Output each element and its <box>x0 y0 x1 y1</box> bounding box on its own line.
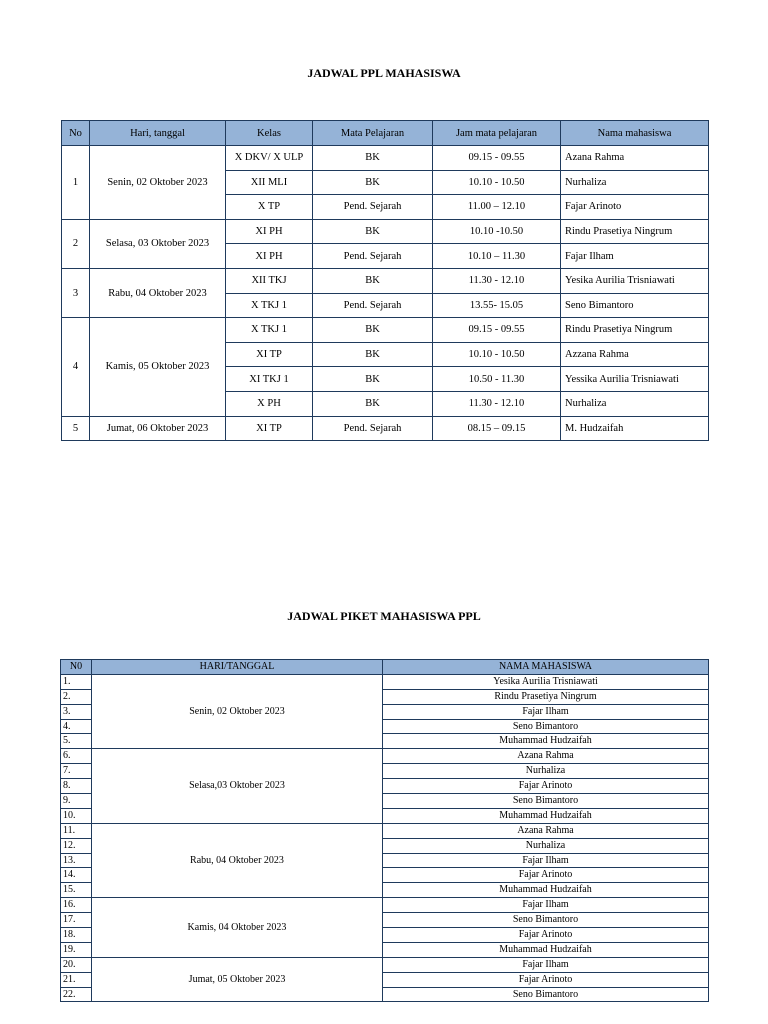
header-time: Jam mata pelajaran <box>433 121 561 146</box>
subject-cell: Pend. Sejarah <box>313 244 433 269</box>
subject-cell: Pend. Sejarah <box>313 293 433 318</box>
time-cell: 10.10 - 10.50 <box>433 342 561 367</box>
class-cell: XI PH <box>226 244 313 269</box>
row-number: 2. <box>61 689 92 704</box>
student-cell: Nurhaliza <box>561 170 709 195</box>
row-number: 11. <box>61 823 92 838</box>
time-cell: 08.15 – 09.15 <box>433 416 561 441</box>
student-cell: Yesika Aurilia Trisniawati <box>383 674 709 689</box>
time-cell: 10.10 -10.50 <box>433 219 561 244</box>
row-number: 6. <box>61 749 92 764</box>
table-row <box>61 823 709 838</box>
row-number: 7. <box>61 764 92 779</box>
row-number: 22. <box>61 987 92 1002</box>
row-number: 9. <box>61 794 92 809</box>
class-cell: XI PH <box>226 219 313 244</box>
day-date: Selasa,03 Oktober 2023 <box>92 749 383 823</box>
student-cell: Yessika Aurilia Trisniawati <box>561 367 709 392</box>
student-cell: Azana Rahma <box>383 823 709 838</box>
table-row <box>61 957 709 972</box>
class-cell: XII TKJ <box>226 268 313 293</box>
time-cell: 10.50 - 11.30 <box>433 367 561 392</box>
time-cell: 11.30 - 12.10 <box>433 268 561 293</box>
student-cell: Nurhaliza <box>383 764 709 779</box>
schedule-table <box>61 120 709 441</box>
student-cell: Fajar Arinoto <box>383 972 709 987</box>
day-number: 2 <box>62 219 90 268</box>
student-cell: Rindu Prasetiya Ningrum <box>561 318 709 343</box>
student-cell: Seno Bimantoro <box>383 913 709 928</box>
day-number: 1 <box>62 146 90 220</box>
time-cell: 10.10 – 11.30 <box>433 244 561 269</box>
student-cell: Nurhaliza <box>383 838 709 853</box>
row-number: 10. <box>61 808 92 823</box>
header-subject: Mata Pelajaran <box>313 121 433 146</box>
subject-cell: BK <box>313 318 433 343</box>
class-cell: XI TKJ 1 <box>226 367 313 392</box>
class-cell: X TKJ 1 <box>226 318 313 343</box>
subject-cell: BK <box>313 219 433 244</box>
student-cell: Azana Rahma <box>383 749 709 764</box>
student-cell: Rindu Prasetiya Ningrum <box>561 219 709 244</box>
row-number: 4. <box>61 719 92 734</box>
header-no: N0 <box>61 660 92 675</box>
student-cell: M. Hudzaifah <box>561 416 709 441</box>
row-number: 21. <box>61 972 92 987</box>
day-date: Rabu, 04 Oktober 2023 <box>92 823 383 897</box>
day-date: Selasa, 03 Oktober 2023 <box>90 219 226 268</box>
class-cell: X TKJ 1 <box>226 293 313 318</box>
row-number: 15. <box>61 883 92 898</box>
student-cell: Muhammad Hudzaifah <box>383 734 709 749</box>
time-cell: 13.55- 15.05 <box>433 293 561 318</box>
subject-cell: BK <box>313 170 433 195</box>
picket-header-row <box>61 660 709 675</box>
class-cell: XI TP <box>226 342 313 367</box>
class-cell: X TP <box>226 195 313 220</box>
header-student: NAMA MAHASISWA <box>383 660 709 675</box>
student-cell: Azana Rahma <box>561 146 709 171</box>
subject-cell: BK <box>313 268 433 293</box>
row-number: 14. <box>61 868 92 883</box>
student-cell: Azzana Rahma <box>561 342 709 367</box>
student-cell: Yesika Aurilia Trisniawati <box>561 268 709 293</box>
student-cell: Fajar Arinoto <box>561 195 709 220</box>
student-cell: Seno Bimantoro <box>383 987 709 1002</box>
row-number: 20. <box>61 957 92 972</box>
day-date: Senin, 02 Oktober 2023 <box>92 674 383 748</box>
table-row <box>62 268 709 293</box>
subject-cell: Pend. Sejarah <box>313 416 433 441</box>
picket-table <box>60 659 709 1002</box>
student-cell: Muhammad Hudzaifah <box>383 808 709 823</box>
row-number: 18. <box>61 928 92 943</box>
row-number: 8. <box>61 779 92 794</box>
row-number: 19. <box>61 942 92 957</box>
subject-cell: Pend. Sejarah <box>313 195 433 220</box>
student-cell: Seno Bimantoro <box>383 794 709 809</box>
student-cell: Fajar Ilham <box>383 957 709 972</box>
row-number: 1. <box>61 674 92 689</box>
day-date: Kamis, 04 Oktober 2023 <box>92 898 383 958</box>
schedule-title: JADWAL PPL MAHASISWA <box>307 66 461 80</box>
header-date: Hari, tanggal <box>90 121 226 146</box>
row-number: 12. <box>61 838 92 853</box>
subject-cell: BK <box>313 367 433 392</box>
class-cell: X DKV/ X ULP <box>226 146 313 171</box>
class-cell: XII MLI <box>226 170 313 195</box>
header-class: Kelas <box>226 121 313 146</box>
student-cell: Fajar Arinoto <box>383 868 709 883</box>
row-number: 17. <box>61 913 92 928</box>
student-cell: Fajar Ilham <box>383 853 709 868</box>
row-number: 16. <box>61 898 92 913</box>
header-date: HARI/TANGGAL <box>92 660 383 675</box>
subject-cell: BK <box>313 146 433 171</box>
student-cell: Fajar Ilham <box>383 898 709 913</box>
day-number: 4 <box>62 318 90 416</box>
subject-cell: BK <box>313 342 433 367</box>
table-row <box>62 318 709 343</box>
student-cell: Seno Bimantoro <box>561 293 709 318</box>
row-number: 13. <box>61 853 92 868</box>
table-row <box>62 146 709 171</box>
student-cell: Nurhaliza <box>561 391 709 416</box>
time-cell: 10.10 - 10.50 <box>433 170 561 195</box>
student-cell: Fajar Ilham <box>561 244 709 269</box>
day-date: Rabu, 04 Oktober 2023 <box>90 268 226 317</box>
time-cell: 09.15 - 09.55 <box>433 318 561 343</box>
row-number: 3. <box>61 704 92 719</box>
student-cell: Rindu Prasetiya Ningrum <box>383 689 709 704</box>
student-cell: Muhammad Hudzaifah <box>383 883 709 898</box>
day-date: Kamis, 05 Oktober 2023 <box>90 318 226 416</box>
day-date: Senin, 02 Oktober 2023 <box>90 146 226 220</box>
student-cell: Fajar Arinoto <box>383 928 709 943</box>
student-cell: Muhammad Hudzaifah <box>383 942 709 957</box>
day-number: 5 <box>62 416 90 441</box>
time-cell: 11.00 – 12.10 <box>433 195 561 220</box>
table-row <box>61 898 709 913</box>
table-row <box>62 416 709 441</box>
schedule-header-row <box>62 121 709 146</box>
table-row <box>62 219 709 244</box>
header-student: Nama mahasiswa <box>561 121 709 146</box>
row-number: 5. <box>61 734 92 749</box>
table-row <box>61 674 709 689</box>
time-cell: 11.30 - 12.10 <box>433 391 561 416</box>
student-cell: Fajar Arinoto <box>383 779 709 794</box>
subject-cell: BK <box>313 391 433 416</box>
time-cell: 09.15 - 09.55 <box>433 146 561 171</box>
class-cell: X PH <box>226 391 313 416</box>
student-cell: Seno Bimantoro <box>383 719 709 734</box>
header-no: No <box>62 121 90 146</box>
table-row <box>61 749 709 764</box>
student-cell: Fajar Ilham <box>383 704 709 719</box>
day-date: Jumat, 06 Oktober 2023 <box>90 416 226 441</box>
day-date: Jumat, 05 Oktober 2023 <box>92 957 383 1002</box>
picket-title: JADWAL PIKET MAHASISWA PPL <box>287 609 481 623</box>
day-number: 3 <box>62 268 90 317</box>
class-cell: XI TP <box>226 416 313 441</box>
